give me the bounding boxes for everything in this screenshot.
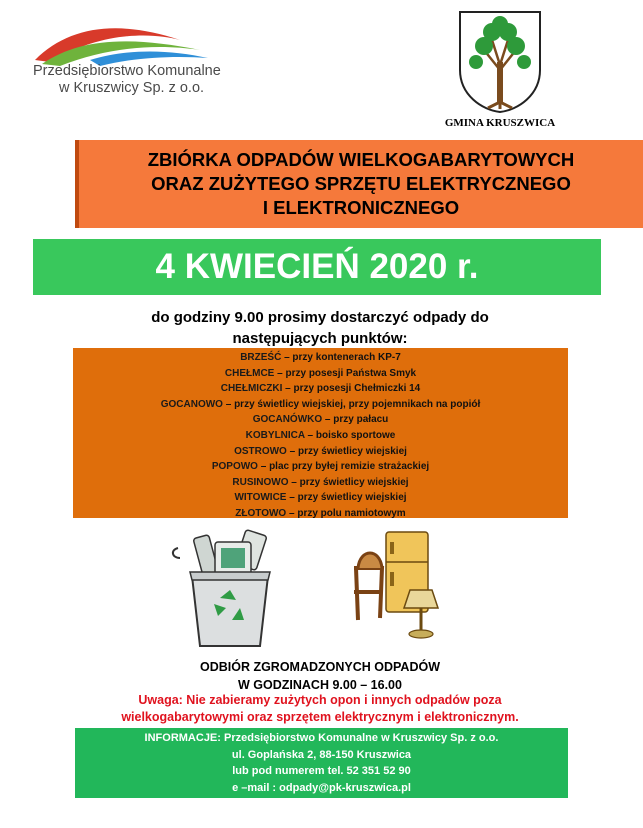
crest-caption: GMINA KRUSZWICA bbox=[444, 117, 556, 129]
list-item bbox=[253, 412, 389, 428]
contact-info-box bbox=[75, 728, 568, 798]
list-item bbox=[246, 428, 396, 444]
locations-list bbox=[73, 348, 568, 518]
bulky-waste-furniture-image bbox=[350, 528, 445, 643]
company-logo-text bbox=[33, 63, 221, 97]
municipality-crest bbox=[458, 10, 542, 114]
location-place: – przy polu namiotowym bbox=[286, 507, 406, 519]
location-name: WITOWICE bbox=[234, 492, 287, 504]
location-place: – przy świetlicy wiejskiej bbox=[286, 492, 407, 504]
list-item bbox=[234, 490, 406, 506]
intro-text bbox=[60, 307, 580, 349]
list-item bbox=[235, 506, 405, 522]
collection-info bbox=[120, 658, 520, 694]
location-name: CHEŁMCE bbox=[224, 367, 275, 379]
location-place: – przy kontenerach KP-7 bbox=[281, 352, 401, 363]
location-name: GOCANOWO bbox=[160, 398, 223, 410]
location-place: – przy pałacu bbox=[322, 414, 389, 426]
warning-line1: Uwaga: Nie zabieramy zużytych opon i innych odpadów poza bbox=[138, 693, 502, 707]
title-line3: I ELEKTRONICZNEGO bbox=[262, 197, 460, 218]
title-line1: ZBIÓRKA ODPADÓW WIELKOGABARYTOWYCH bbox=[147, 149, 575, 170]
list-item bbox=[234, 444, 407, 460]
location-name: KOBYLNICA bbox=[245, 429, 305, 441]
location-place: – boisko sportowe bbox=[304, 429, 396, 441]
intro-line2: następujących punktów: bbox=[232, 330, 408, 347]
location-place: – przy świetlicy wiejskiej bbox=[288, 476, 409, 488]
info-address: ul. Goplańska 2, 88-150 Kruszwica bbox=[231, 748, 412, 761]
date-banner bbox=[33, 239, 601, 295]
event-date: 4 KWIECIEŃ 2020 r. bbox=[155, 247, 479, 286]
warning-text bbox=[40, 692, 600, 726]
location-name: POPOWO bbox=[211, 461, 258, 473]
company-name-line1: Przedsiębiorstwo Komunalne bbox=[33, 63, 221, 79]
list-item bbox=[240, 350, 401, 366]
list-item bbox=[225, 366, 416, 382]
collection-line2: W GODZINACH 9.00 – 16.00 bbox=[238, 678, 402, 692]
location-name: CHEŁMICZKI bbox=[220, 383, 283, 395]
warning-line2: wielkogabarytowymi oraz sprzętem elektrycznym i elektronicznym. bbox=[121, 710, 519, 724]
collection-line1: ODBIÓR ZGROMADZONYCH ODPADÓW bbox=[199, 660, 441, 674]
list-item bbox=[232, 475, 408, 491]
location-name: RUSINOWO bbox=[232, 476, 289, 488]
location-place: – przy świetlicy wiejskiej, przy pojemnikach na popiół bbox=[222, 398, 481, 410]
location-name: ZŁOTOWO bbox=[235, 507, 287, 519]
location-place: – przy świetlicy wiejskiej bbox=[286, 445, 407, 457]
location-place: – plac przy byłej remizie strażackiej bbox=[257, 461, 430, 473]
location-place: – przy posesji Państwa Smyk bbox=[274, 367, 417, 379]
location-name: GOCANÓWKO bbox=[252, 414, 323, 426]
location-name: BRZEŚĆ bbox=[240, 352, 282, 363]
list-item bbox=[161, 397, 481, 413]
title-banner bbox=[75, 140, 643, 228]
company-name-line2: w Kruszwicy Sp. z o.o. bbox=[59, 80, 205, 96]
list-item bbox=[212, 459, 429, 475]
info-line1: INFORMACJE: Przedsiębiorstwo Komunalne w Kruszwicy Sp. z o.o. bbox=[144, 732, 499, 744]
info-phone: lub pod numerem tel. 52 351 52 90 bbox=[232, 765, 411, 777]
list-item bbox=[221, 381, 421, 397]
info-email: e –mail : odpady@pk-kruszwica.pl bbox=[232, 781, 411, 794]
electronics-recycling-bin-image bbox=[170, 528, 285, 650]
intro-line1: do godziny 9.00 prosimy dostarczyć odpady do bbox=[151, 309, 489, 326]
location-place: – przy posesji Chełmiczki 14 bbox=[282, 383, 421, 395]
title-line2: ORAZ ZUŻYTEGO SPRZĘTU ELEKTRYCZNEGO bbox=[151, 173, 571, 194]
location-name: OSTROWO bbox=[234, 445, 287, 457]
